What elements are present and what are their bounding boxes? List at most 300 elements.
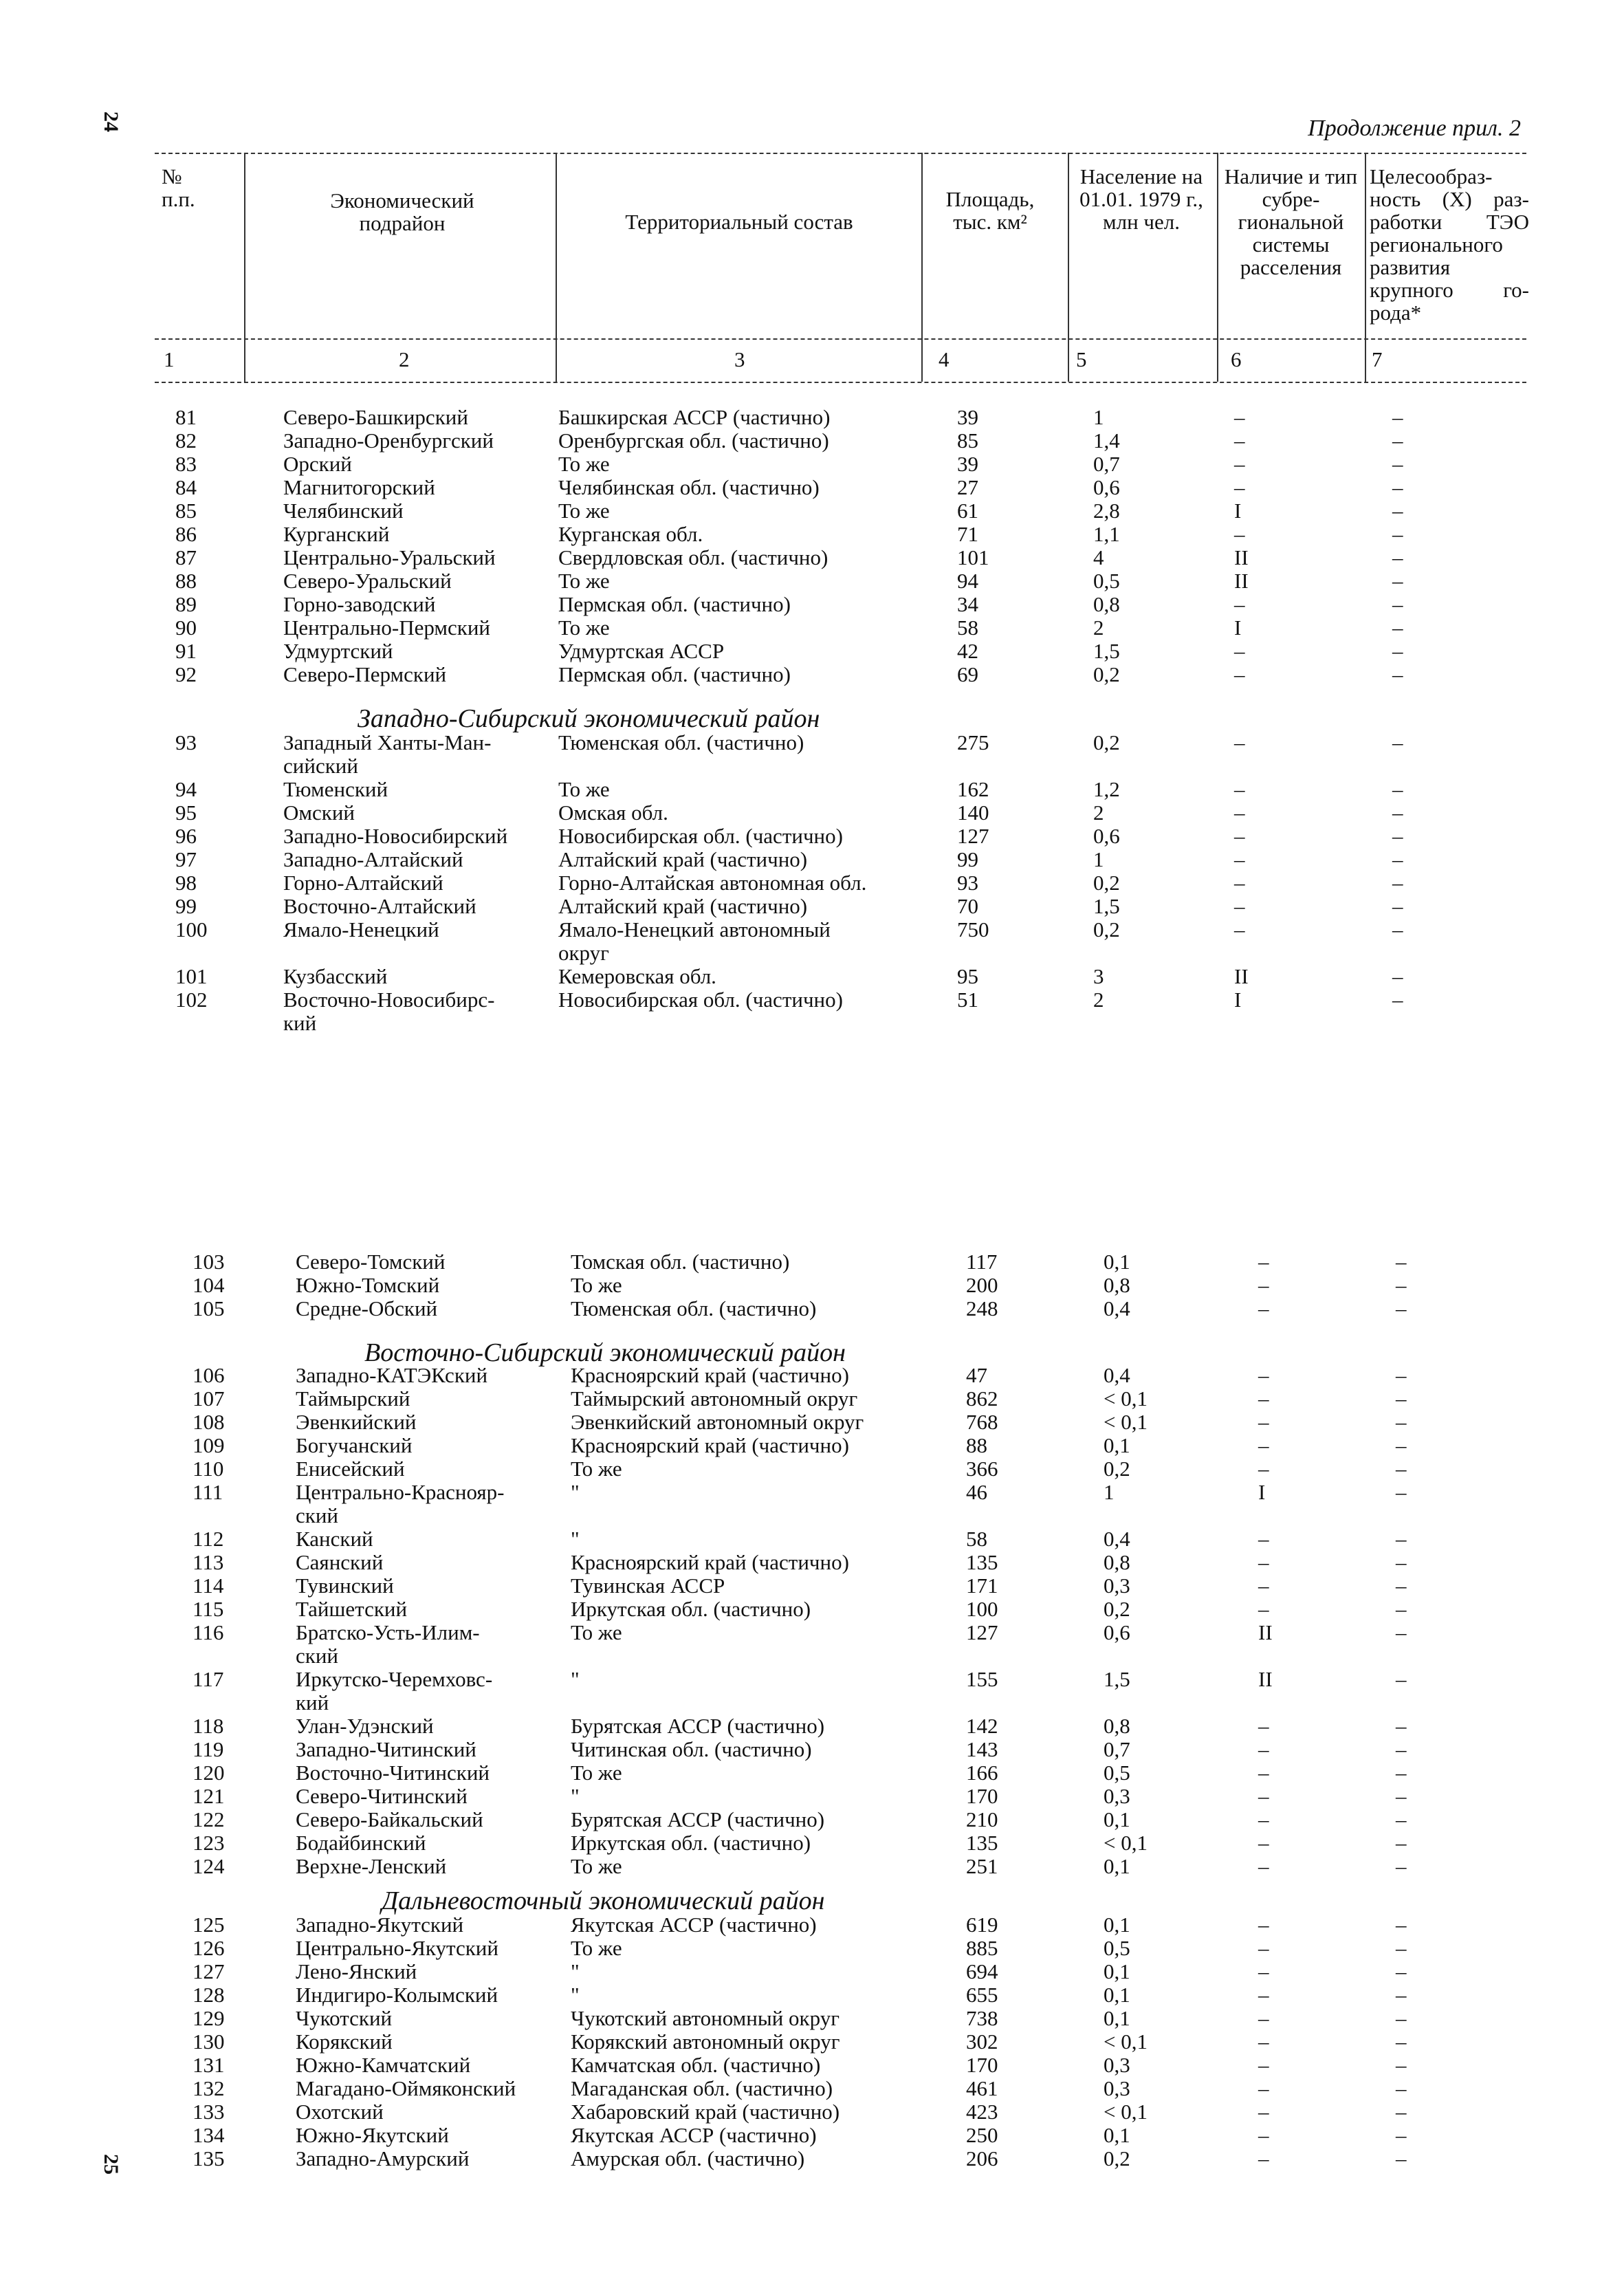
territory: Корякский автономный округ <box>571 2029 840 2054</box>
system-type: I <box>1258 1480 1266 1504</box>
subregion-name: Кузбасский <box>283 964 388 988</box>
feasibility-mark: – <box>1396 1620 1407 1644</box>
subregion-name-cont: кий <box>283 1011 317 1035</box>
subregion-name: Восточно-Читинский <box>296 1761 490 1785</box>
subregion-name: Центрально-Уральский <box>283 545 496 569</box>
territory: Таймырский автономный округ <box>571 1386 858 1411</box>
system-type: – <box>1258 1807 1269 1831</box>
population-value: 0,6 <box>1093 475 1120 499</box>
system-type: – <box>1258 1761 1269 1785</box>
feasibility-mark: – <box>1396 2006 1407 2030</box>
subregion-name: Южно-Томский <box>296 1273 440 1297</box>
area-value: 251 <box>966 1854 998 1878</box>
population-value: 1,2 <box>1093 777 1120 801</box>
area-value: 170 <box>966 1784 998 1808</box>
subregion-name: Индигиро-Колымский <box>296 1983 498 2007</box>
territory: Якутская АССР (частично) <box>571 2123 817 2147</box>
row-number: 110 <box>193 1457 224 1481</box>
area-value: 155 <box>966 1667 998 1691</box>
area-value: 210 <box>966 1807 998 1831</box>
subregion-name: Горно-Алтайский <box>283 871 443 895</box>
system-type: II <box>1258 1620 1273 1644</box>
area-value: 862 <box>966 1386 998 1411</box>
area-value: 39 <box>957 452 978 476</box>
population-value: 0,4 <box>1104 1296 1130 1320</box>
population-value: 1,5 <box>1093 639 1120 663</box>
subregion-name: Северо-Пермский <box>283 662 447 686</box>
header-top-rule <box>155 153 1526 154</box>
population-value: 0,2 <box>1093 871 1120 895</box>
territory: Красноярский край (частично) <box>571 1550 849 1574</box>
system-type: – <box>1234 452 1245 476</box>
row-number: 82 <box>175 428 197 453</box>
area-value: 58 <box>957 616 978 640</box>
subregion-name: Западный Ханты-Ман- <box>283 730 492 754</box>
feasibility-mark: – <box>1396 1936 1407 1960</box>
row-number: 101 <box>175 964 208 988</box>
system-type: I <box>1234 499 1242 523</box>
system-type: – <box>1258 1737 1269 1761</box>
row-number: 87 <box>175 545 197 569</box>
col-divider-4 <box>1068 153 1069 382</box>
feasibility-mark: – <box>1392 801 1403 825</box>
col-number-3: 3 <box>734 347 745 371</box>
population-value: < 0,1 <box>1104 1410 1148 1434</box>
feasibility-mark: – <box>1396 1831 1407 1855</box>
row-number: 128 <box>193 1983 225 2007</box>
area-value: 85 <box>957 428 978 453</box>
territory: То же <box>571 1761 622 1785</box>
feasibility-mark: – <box>1392 847 1403 871</box>
subregion-name: Западно-Якутский <box>296 1913 464 1937</box>
subregion-name-cont: ский <box>296 1644 338 1668</box>
row-number: 105 <box>193 1296 225 1320</box>
feasibility-mark: – <box>1392 777 1403 801</box>
row-number: 130 <box>193 2029 225 2054</box>
subregion-name: Северо-Байкальский <box>296 1807 483 1831</box>
population-value: 0,2 <box>1104 1457 1130 1481</box>
system-type: – <box>1234 871 1245 895</box>
section-far-east: Дальневосточный экономический район <box>382 1886 825 1915</box>
area-value: 302 <box>966 2029 998 2054</box>
area-value: 162 <box>957 777 989 801</box>
feasibility-mark: – <box>1396 2076 1407 2100</box>
population-value: 0,2 <box>1093 662 1120 686</box>
territory: Кемеровская обл. <box>558 964 716 988</box>
area-value: 206 <box>966 2146 998 2170</box>
system-type: I <box>1234 988 1242 1012</box>
area-value: 61 <box>957 499 978 523</box>
population-value: 0,8 <box>1104 1273 1130 1297</box>
population-value: 2 <box>1093 801 1104 825</box>
feasibility-mark: – <box>1392 639 1403 663</box>
subregion-name: Северо-Башкирский <box>283 405 468 429</box>
col-divider-6 <box>1365 153 1366 382</box>
territory: Челябинская обл. (частично) <box>558 475 820 499</box>
subregion-name: Лено-Янский <box>296 1959 417 1983</box>
row-number: 103 <box>193 1250 225 1274</box>
population-value: < 0,1 <box>1104 1831 1148 1855</box>
feasibility-mark: – <box>1396 1386 1407 1411</box>
feasibility-mark: – <box>1396 1527 1407 1551</box>
area-value: 275 <box>957 730 989 754</box>
col-divider-5 <box>1217 153 1218 382</box>
row-number: 116 <box>193 1620 224 1644</box>
subregion-name: Тюменский <box>283 777 388 801</box>
row-number: 124 <box>193 1854 225 1878</box>
population-value: 1 <box>1104 1480 1115 1504</box>
feasibility-mark: – <box>1396 1913 1407 1937</box>
col-divider-1 <box>244 153 245 382</box>
population-value: 0,5 <box>1104 1936 1130 1960</box>
system-type: II <box>1234 545 1249 569</box>
territory: Новосибирская обл. (частично) <box>558 988 843 1012</box>
system-type: – <box>1258 1831 1269 1855</box>
feasibility-mark: – <box>1396 1597 1407 1621</box>
system-type: – <box>1234 847 1245 871</box>
territory: Пермская обл. (частично) <box>558 662 791 686</box>
subregion-name: Северо-Томский <box>296 1250 446 1274</box>
population-value: 1,1 <box>1093 522 1120 546</box>
system-type: – <box>1234 522 1245 546</box>
territory: То же <box>571 1936 622 1960</box>
feasibility-mark: – <box>1392 917 1403 941</box>
area-value: 100 <box>966 1597 998 1621</box>
territory: Красноярский край (частично) <box>571 1433 849 1457</box>
population-value: 0,2 <box>1093 917 1120 941</box>
territory: Оренбургская обл. (частично) <box>558 428 829 453</box>
col-number-7: 7 <box>1372 347 1383 371</box>
population-value: 0,1 <box>1104 1250 1130 1274</box>
territory: То же <box>558 569 610 593</box>
territory: Курганская обл. <box>558 522 703 546</box>
system-type: – <box>1258 1550 1269 1574</box>
system-type: – <box>1234 428 1245 453</box>
row-number: 133 <box>193 2100 225 2124</box>
feasibility-mark: – <box>1396 1959 1407 1983</box>
population-value: 0,2 <box>1104 2146 1130 2170</box>
subregion-name: Северо-Уральский <box>283 569 452 593</box>
population-value: 0,5 <box>1104 1761 1130 1785</box>
area-value: 171 <box>966 1574 998 1598</box>
system-type: – <box>1234 592 1245 616</box>
feasibility-mark: – <box>1392 475 1403 499</box>
area-value: 248 <box>966 1296 998 1320</box>
feasibility-mark: – <box>1396 1296 1407 1320</box>
population-value: < 0,1 <box>1104 1386 1148 1411</box>
territory: " <box>571 1959 580 1983</box>
feasibility-mark: – <box>1396 1550 1407 1574</box>
territory: Омская обл. <box>558 801 668 825</box>
system-type: – <box>1234 801 1245 825</box>
feasibility-mark: – <box>1392 730 1403 754</box>
subregion-name: Центрально-Краснояр- <box>296 1480 505 1504</box>
population-value: 0,6 <box>1093 824 1120 848</box>
territory: Иркутская обл. (частично) <box>571 1831 811 1855</box>
system-type: – <box>1258 2100 1269 2124</box>
subregion-name: Центрально-Якутский <box>296 1936 498 1960</box>
area-value: 135 <box>966 1831 998 1855</box>
population-value: 0,8 <box>1104 1550 1130 1574</box>
territory: Башкирская АССР (частично) <box>558 405 831 429</box>
population-value: 1 <box>1093 847 1104 871</box>
row-number: 118 <box>193 1714 224 1738</box>
system-type: II <box>1234 569 1249 593</box>
subregion-name: Горно-заводский <box>283 592 436 616</box>
territory: " <box>571 1784 580 1808</box>
territory: Свердловская обл. (частично) <box>558 545 829 569</box>
subregion-name: Восточно-Алтайский <box>283 894 476 918</box>
row-number: 113 <box>193 1550 224 1574</box>
continuation-label: Продолжение прил. 2 <box>1308 116 1521 141</box>
territory-cont: округ <box>558 941 609 965</box>
territory: То же <box>571 1854 622 1878</box>
row-number: 104 <box>193 1273 225 1297</box>
area-value: 127 <box>966 1620 998 1644</box>
population-value: 0,5 <box>1093 569 1120 593</box>
row-number: 86 <box>175 522 197 546</box>
section-east-siberia: Восточно-Сибирский экономический район <box>364 1338 846 1367</box>
row-number: 122 <box>193 1807 225 1831</box>
row-number: 95 <box>175 801 197 825</box>
area-value: 170 <box>966 2053 998 2077</box>
system-type: – <box>1258 1983 1269 2007</box>
row-number: 97 <box>175 847 197 871</box>
feasibility-mark: – <box>1392 428 1403 453</box>
feasibility-mark: – <box>1392 662 1403 686</box>
population-value: 1,4 <box>1093 428 1120 453</box>
territory: То же <box>558 452 610 476</box>
subregion-name: Ямало-Ненецкий <box>283 917 439 941</box>
subregion-name: Канский <box>296 1527 373 1551</box>
territory: " <box>571 1527 580 1551</box>
territory: Магаданская обл. (частично) <box>571 2076 833 2100</box>
subregion-name: Таймырский <box>296 1386 410 1411</box>
subregion-name: Курганский <box>283 522 390 546</box>
subregion-name-cont: кий <box>296 1690 329 1715</box>
system-type: – <box>1258 1784 1269 1808</box>
system-type: – <box>1258 1363 1269 1387</box>
feasibility-mark: – <box>1392 499 1403 523</box>
system-type: – <box>1258 1913 1269 1937</box>
system-type: I <box>1234 616 1242 640</box>
territory: Камчатская обл. (частично) <box>571 2053 821 2077</box>
population-value: 1 <box>1093 405 1104 429</box>
col-number-2: 2 <box>399 347 410 371</box>
area-value: 885 <box>966 1936 998 1960</box>
area-value: 42 <box>957 639 978 663</box>
feasibility-mark: – <box>1396 1363 1407 1387</box>
territory: Тюменская обл. (частично) <box>571 1296 817 1320</box>
feasibility-mark: – <box>1392 452 1403 476</box>
area-value: 655 <box>966 1983 998 2007</box>
feasibility-mark: – <box>1392 894 1403 918</box>
subregion-name: Западно-Оренбургский <box>283 428 494 453</box>
feasibility-mark: – <box>1396 2146 1407 2170</box>
system-type: – <box>1258 1386 1269 1411</box>
subregion-name: Магнитогорский <box>283 475 435 499</box>
subregion-name: Западно-КАТЭКский <box>296 1363 488 1387</box>
row-number: 108 <box>193 1410 225 1434</box>
col-divider-3 <box>921 153 923 382</box>
subregion-name: Иркутско-Черемховс- <box>296 1667 493 1691</box>
territory: Бурятская АССР (частично) <box>571 1807 825 1831</box>
col-divider-2 <box>556 153 557 382</box>
system-type: – <box>1234 405 1245 429</box>
population-value: 0,3 <box>1104 1574 1130 1598</box>
feasibility-mark: – <box>1396 1667 1407 1691</box>
area-value: 99 <box>957 847 978 871</box>
subregion-name: Бодайбинский <box>296 1831 426 1855</box>
area-value: 51 <box>957 988 978 1012</box>
subregion-name: Орский <box>283 452 352 476</box>
subregion-name: Центрально-Пермский <box>283 616 491 640</box>
subregion-name: Магадано-Оймяконский <box>296 2076 516 2100</box>
row-number: 107 <box>193 1386 225 1411</box>
area-value: 39 <box>957 405 978 429</box>
territory: То же <box>571 1273 622 1297</box>
population-value: 0,8 <box>1093 592 1120 616</box>
area-value: 143 <box>966 1737 998 1761</box>
subregion-name: Западно-Читинский <box>296 1737 476 1761</box>
row-number: 132 <box>193 2076 225 2100</box>
system-type: – <box>1234 639 1245 663</box>
col-number-5: 5 <box>1076 347 1087 371</box>
subregion-name: Южно-Якутский <box>296 2123 449 2147</box>
feasibility-mark: – <box>1396 1714 1407 1738</box>
system-type: – <box>1258 1714 1269 1738</box>
header-area: Площадь, тыс. км² <box>945 187 1035 234</box>
territory: Томская обл. (частично) <box>571 1250 790 1274</box>
subregion-name: Тувинский <box>296 1574 394 1598</box>
subregion-name: Западно-Амурский <box>296 2146 470 2170</box>
row-number: 129 <box>193 2006 225 2030</box>
header-system: Наличие и тип субре-гиональной системы расселения <box>1224 164 1358 279</box>
subregion-name: Корякский <box>296 2029 393 2054</box>
subregion-name: Енисейский <box>296 1457 405 1481</box>
row-number: 131 <box>193 2053 225 2077</box>
feasibility-mark: – <box>1392 988 1403 1012</box>
population-value: 0,7 <box>1104 1737 1130 1761</box>
subregion-name: Западно-Новосибирский <box>283 824 508 848</box>
feasibility-mark: – <box>1392 871 1403 895</box>
col-number-4: 4 <box>939 347 950 371</box>
area-value: 88 <box>966 1433 987 1457</box>
area-value: 619 <box>966 1913 998 1937</box>
feasibility-mark: – <box>1396 1854 1407 1878</box>
feasibility-mark: – <box>1396 2053 1407 2077</box>
section-west-siberia: Западно-Сибирский экономический район <box>358 704 820 733</box>
population-value: 0,1 <box>1104 2123 1130 2147</box>
population-value: 0,4 <box>1104 1527 1130 1551</box>
territory: Красноярский край (частично) <box>571 1363 849 1387</box>
subregion-name: Чукотский <box>296 2006 393 2030</box>
subregion-name: Братско-Усть-Илим- <box>296 1620 480 1644</box>
row-number: 123 <box>193 1831 225 1855</box>
territory: То же <box>558 616 610 640</box>
system-type: – <box>1258 1854 1269 1878</box>
system-type: – <box>1258 1273 1269 1297</box>
system-type: – <box>1258 1936 1269 1960</box>
area-value: 95 <box>957 964 978 988</box>
population-value: < 0,1 <box>1104 2029 1148 2054</box>
system-type: – <box>1258 2053 1269 2077</box>
feasibility-mark: – <box>1392 569 1403 593</box>
area-value: 200 <box>966 1273 998 1297</box>
area-value: 127 <box>957 824 989 848</box>
population-value: 0,1 <box>1104 2006 1130 2030</box>
system-type: – <box>1258 2006 1269 2030</box>
area-value: 768 <box>966 1410 998 1434</box>
population-value: 0,8 <box>1104 1714 1130 1738</box>
system-type: – <box>1258 1250 1269 1274</box>
header-composition: Территориальный состав <box>625 210 853 234</box>
feasibility-mark: – <box>1396 1480 1407 1504</box>
area-value: 117 <box>966 1250 998 1274</box>
population-value: 0,4 <box>1104 1363 1130 1387</box>
territory: Чукотский автономный округ <box>571 2006 840 2030</box>
feasibility-mark: – <box>1396 1574 1407 1598</box>
row-number: 109 <box>193 1433 225 1457</box>
territory: Бурятская АССР (частично) <box>571 1714 825 1738</box>
row-number: 121 <box>193 1784 225 1808</box>
feasibility-mark: – <box>1396 1250 1407 1274</box>
system-type: – <box>1258 1527 1269 1551</box>
area-value: 366 <box>966 1457 998 1481</box>
area-value: 461 <box>966 2076 998 2100</box>
system-type: – <box>1258 2123 1269 2147</box>
territory: Амурская обл. (частично) <box>571 2146 805 2170</box>
system-type: – <box>1234 662 1245 686</box>
territory: Алтайский край (частично) <box>558 847 808 871</box>
subregion-name: Саянский <box>296 1550 384 1574</box>
area-value: 738 <box>966 2006 998 2030</box>
system-type: – <box>1234 894 1245 918</box>
subregion-name: Средне-Обский <box>296 1296 438 1320</box>
area-value: 46 <box>966 1480 987 1504</box>
feasibility-mark: – <box>1396 1273 1407 1297</box>
territory: " <box>571 1983 580 2007</box>
feasibility-mark: – <box>1396 1433 1407 1457</box>
territory: Тувинская АССР <box>571 1574 725 1598</box>
area-value: 250 <box>966 2123 998 2147</box>
row-number: 85 <box>175 499 197 523</box>
system-type: – <box>1258 1959 1269 1983</box>
area-value: 69 <box>957 662 978 686</box>
row-number: 84 <box>175 475 197 499</box>
territory: Иркутская обл. (частично) <box>571 1597 811 1621</box>
area-value: 71 <box>957 522 978 546</box>
row-number: 106 <box>193 1363 225 1387</box>
feasibility-mark: – <box>1392 405 1403 429</box>
territory: " <box>571 1667 580 1691</box>
feasibility-mark: – <box>1392 522 1403 546</box>
population-value: 1,5 <box>1104 1667 1130 1691</box>
territory: Якутская АССР (частично) <box>571 1913 817 1937</box>
subregion-name: Эвенкийский <box>296 1410 417 1434</box>
population-value: 0,1 <box>1104 1854 1130 1878</box>
area-value: 58 <box>966 1527 987 1551</box>
territory: Ямало-Ненецкий автономный <box>558 917 831 941</box>
area-value: 694 <box>966 1959 998 1983</box>
area-value: 70 <box>957 894 978 918</box>
feasibility-mark: – <box>1396 1983 1407 2007</box>
row-number: 93 <box>175 730 197 754</box>
territory: Алтайский край (частично) <box>558 894 808 918</box>
row-number: 100 <box>175 917 208 941</box>
area-value: 47 <box>966 1363 987 1387</box>
territory: Горно-Алтайская автономная обл. <box>558 871 867 895</box>
